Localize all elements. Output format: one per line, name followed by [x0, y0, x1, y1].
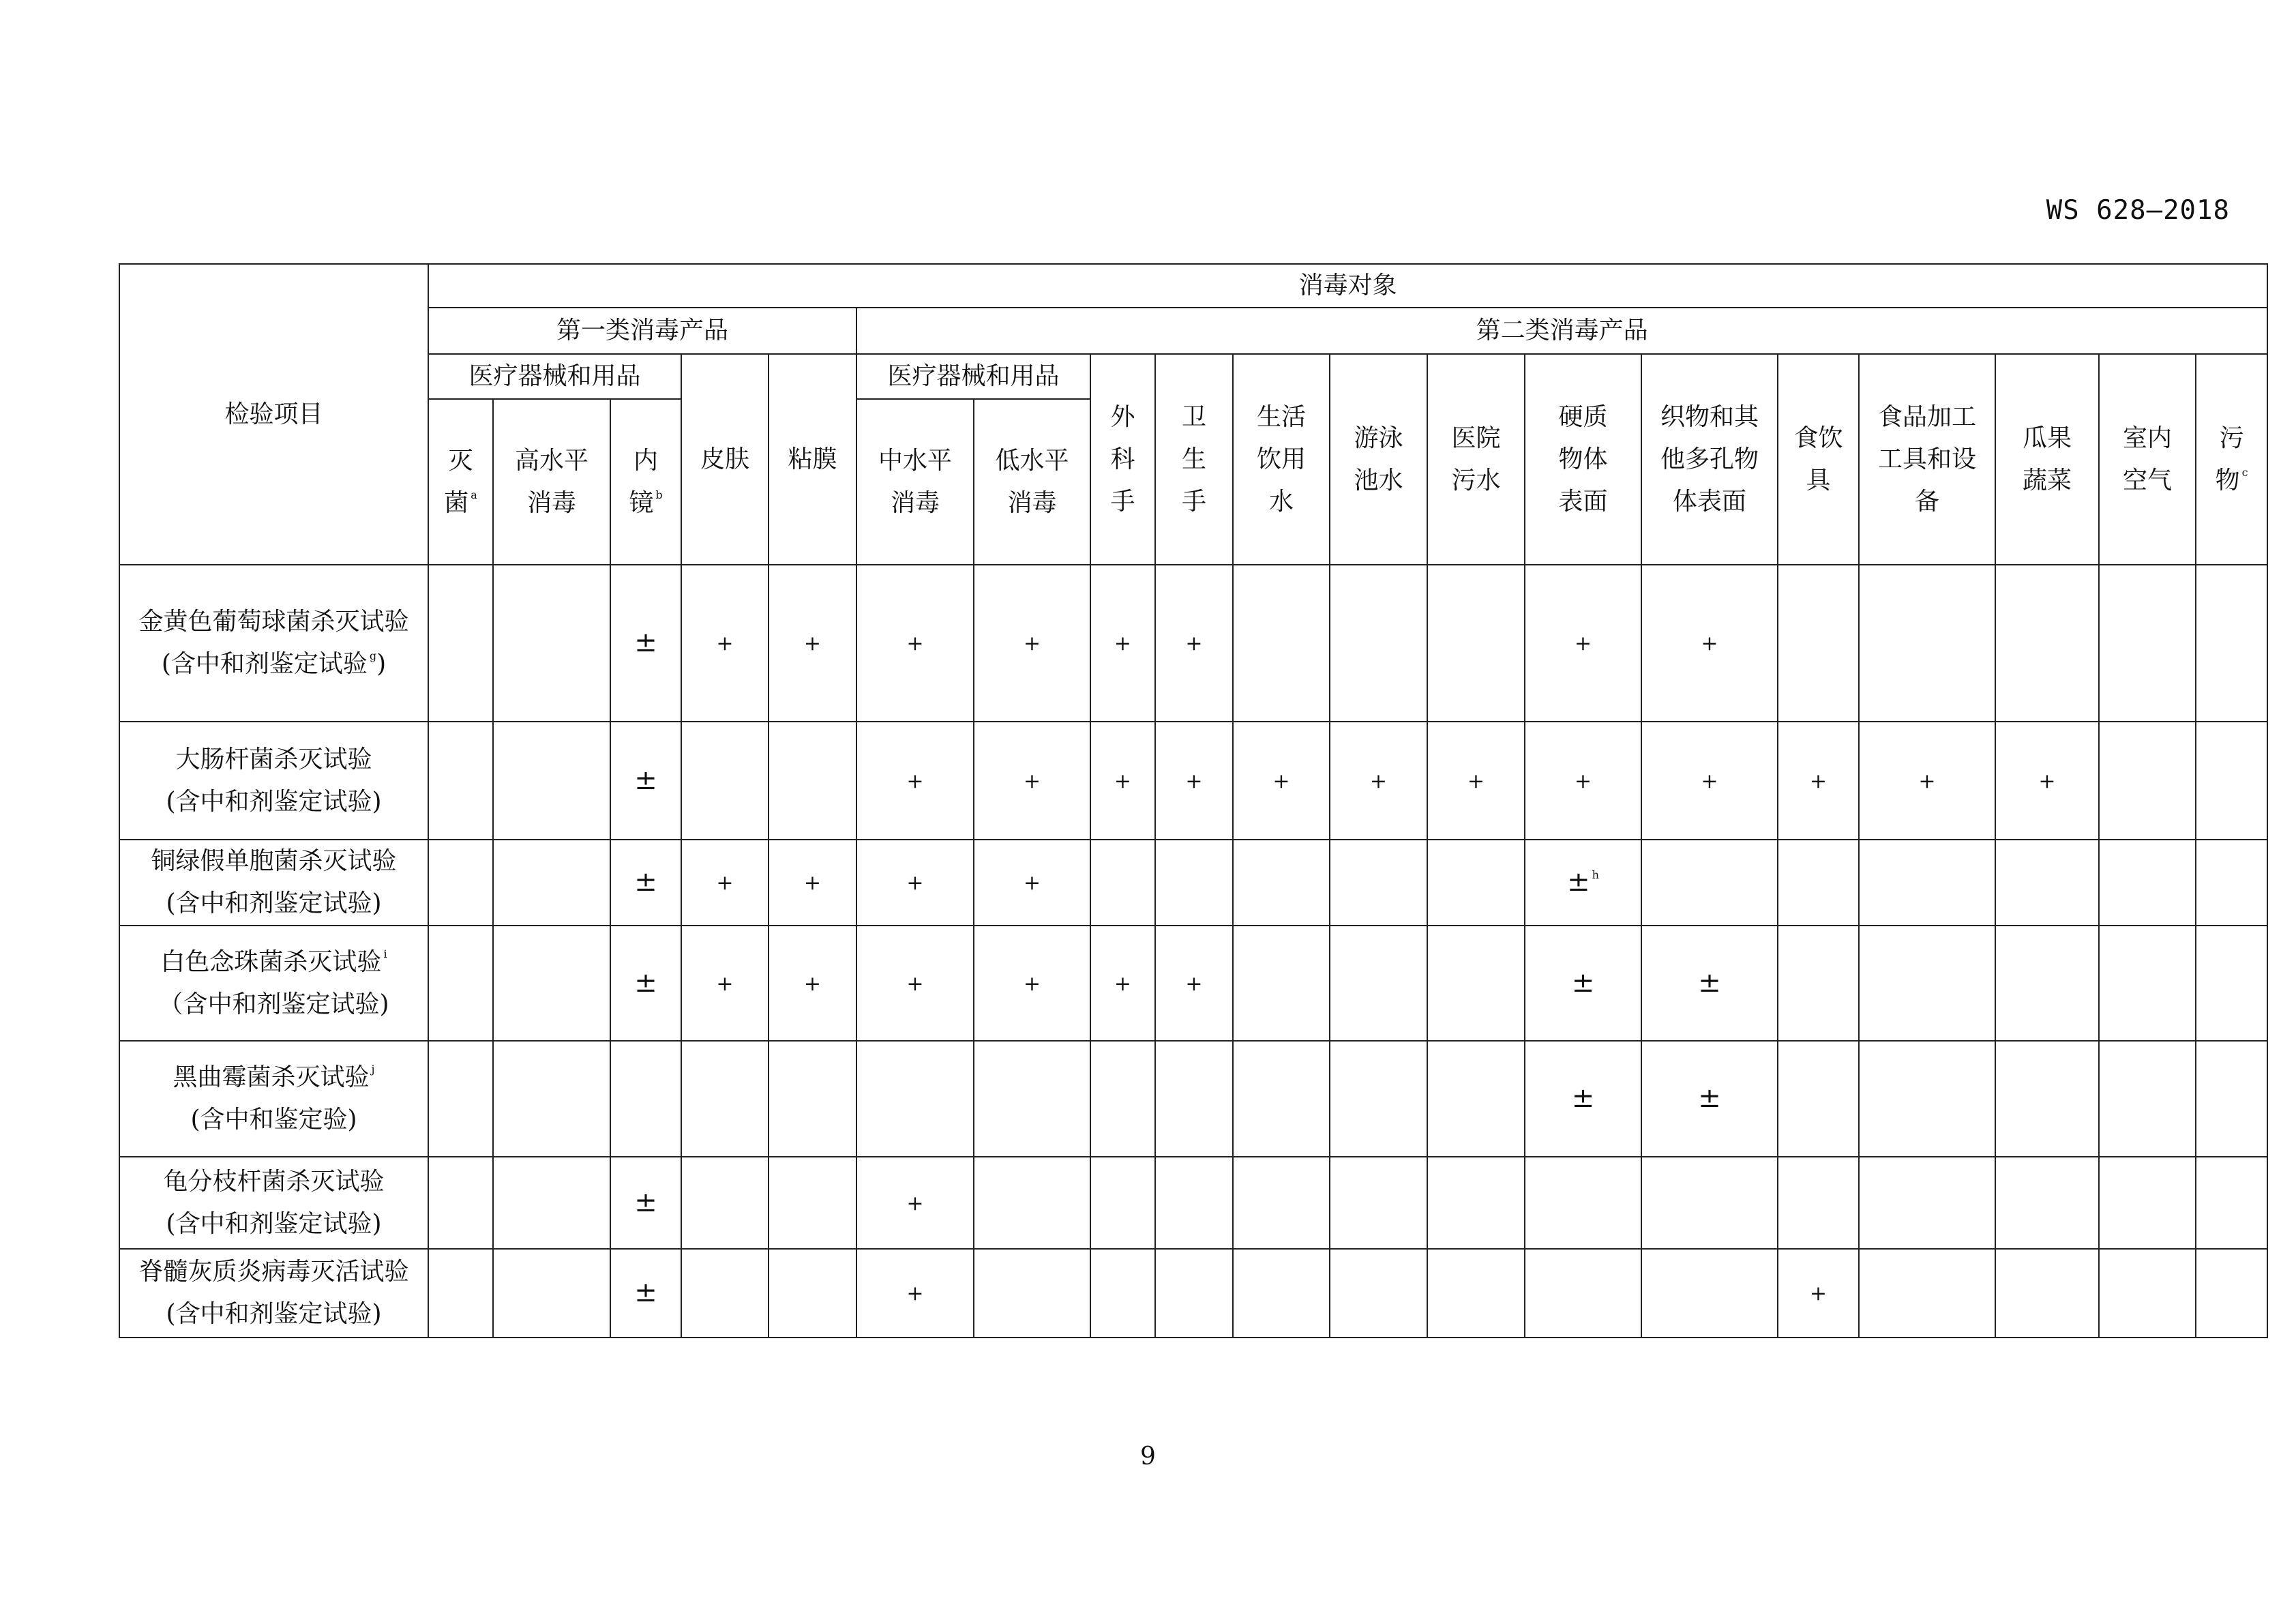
- table-cell: [1330, 1249, 1427, 1338]
- column-header: [769, 354, 856, 565]
- applicability-mark: +: [716, 632, 734, 655]
- table-row: [119, 1041, 2267, 1157]
- applicability-mark: +: [1185, 769, 1203, 793]
- table-cell: [856, 1157, 974, 1249]
- applicability-mark: +: [803, 871, 822, 895]
- column-header: [681, 354, 769, 565]
- column-header-line: 表面: [1558, 487, 1608, 516]
- footnote-marker: h: [1592, 868, 1599, 881]
- test-item-title: 脊髓灰质炎病毒灭活试验: [138, 1258, 409, 1286]
- column-header-line: 低水平: [995, 446, 1069, 475]
- table-cell: [428, 840, 493, 926]
- applicability-mark: ±: [634, 1277, 657, 1308]
- table-cell: [1090, 1041, 1155, 1157]
- table-cell: [428, 926, 493, 1041]
- column-header-line: 内: [633, 446, 658, 475]
- table-cell: [769, 565, 856, 722]
- test-item-name: [119, 1249, 428, 1338]
- column-header: [1995, 354, 2099, 565]
- test-item-subtitle-end: ): [376, 650, 387, 678]
- table-cell: [1859, 565, 1995, 722]
- table-cell: [610, 1041, 681, 1157]
- subgroup-header-2: 医疗器械和用品: [856, 354, 1090, 399]
- table-cell: [1233, 1249, 1330, 1338]
- applicability-mark: +: [1272, 769, 1290, 793]
- table-cell: [769, 1249, 856, 1338]
- applicability-mark: ±: [634, 866, 657, 898]
- column-header-line: 镜: [629, 488, 654, 517]
- applicability-mark: +: [2038, 769, 2056, 793]
- column-header-line: 备: [1914, 487, 1939, 516]
- table-cell: [1330, 926, 1427, 1041]
- table-cell: [1525, 1249, 1641, 1338]
- table-cell: [1427, 565, 1525, 722]
- table-cell: [2099, 565, 2196, 722]
- table-cell: [974, 565, 1090, 722]
- column-header-line: 高水平: [514, 446, 588, 475]
- table-cell: [1859, 1157, 1995, 1249]
- table-cell: [1525, 1041, 1641, 1157]
- table-row: [119, 840, 2267, 926]
- column-header-line: 工具和设: [1877, 445, 1976, 473]
- document-code: WS 628—2018: [2046, 195, 2230, 226]
- table-row: [119, 722, 2267, 840]
- table-cell: [2196, 722, 2267, 840]
- column-header: [2196, 354, 2267, 565]
- table-cell: [493, 565, 610, 722]
- table-cell: [974, 1041, 1090, 1157]
- column-header-line: 菌: [444, 488, 469, 517]
- test-item-name: [119, 565, 428, 722]
- table-cell: [2196, 840, 2267, 926]
- table-cell: [1427, 926, 1525, 1041]
- table-cell: [428, 1249, 493, 1338]
- applicability-mark: +: [906, 871, 924, 895]
- table-cell: [610, 1249, 681, 1338]
- table-cell: [974, 840, 1090, 926]
- table-cell: [1778, 926, 1859, 1041]
- table-cell: [1995, 722, 2099, 840]
- table-cell: [493, 1157, 610, 1249]
- table-cell: [1641, 1249, 1778, 1338]
- column-header: [1330, 354, 1427, 565]
- table-cell: [1090, 722, 1155, 840]
- table-cell: [1233, 565, 1330, 722]
- test-item-title: 大肠杆菌杀灭试验: [175, 745, 372, 773]
- table-cell: [1778, 1249, 1859, 1338]
- group-header-1: 第一类消毒产品: [428, 308, 856, 354]
- column-header-line: 游泳: [1354, 424, 1403, 452]
- table-cell: [1778, 1157, 1859, 1249]
- applicability-mark: ±: [1698, 966, 1721, 999]
- table-cell: [1427, 1041, 1525, 1157]
- applicability-mark: +: [1701, 632, 1718, 655]
- column-header-line: 科: [1110, 445, 1135, 473]
- table-cell: [856, 926, 974, 1041]
- footnote-marker: b: [655, 488, 663, 501]
- column-header: [1641, 354, 1778, 565]
- table-cell: [856, 1041, 974, 1157]
- test-item-title: 铜绿假单胞菌杀灭试验: [151, 847, 397, 875]
- table-cell: [1525, 565, 1641, 722]
- table-cell: [428, 1041, 493, 1157]
- table-cell: [2099, 840, 2196, 926]
- footnote-marker: g: [369, 649, 377, 662]
- table-cell: [610, 1157, 681, 1249]
- table-cell: [1427, 1249, 1525, 1338]
- applicability-mark: +: [1467, 769, 1485, 793]
- test-item-name: [119, 722, 428, 840]
- table-cell: [974, 1249, 1090, 1338]
- table-cell: [1330, 1041, 1427, 1157]
- table-cell: [1427, 1157, 1525, 1249]
- table-cell: [610, 926, 681, 1041]
- table-cell: [1155, 926, 1233, 1041]
- applicability-mark: ±: [634, 627, 657, 658]
- table-cell: [1525, 926, 1641, 1041]
- table-cell: [974, 1157, 1090, 1249]
- applicability-mark: +: [1023, 632, 1041, 655]
- table-cell: [856, 1249, 974, 1338]
- table-cell: [1090, 565, 1155, 722]
- column-header: [1155, 354, 1233, 565]
- table-cell: [2099, 722, 2196, 840]
- table-cell: [1641, 722, 1778, 840]
- top-header: 消毒对象: [428, 264, 2267, 308]
- column-header-line: 物: [2215, 466, 2240, 494]
- table-cell: [1233, 1041, 1330, 1157]
- page-number: 9: [1140, 1443, 1156, 1471]
- column-header-line: 卫: [1181, 402, 1206, 431]
- table-cell: [769, 1157, 856, 1249]
- table-cell: [1427, 840, 1525, 926]
- applicability-mark: +: [1114, 632, 1132, 655]
- column-header: [428, 399, 493, 565]
- column-header: [1859, 354, 1995, 565]
- table-cell: [1995, 926, 2099, 1041]
- table-cell: [2196, 1249, 2267, 1338]
- applicability-mark: +: [1918, 769, 1936, 793]
- applicability-mark: ±: [1571, 966, 1595, 999]
- test-item-title: 龟分枝杆菌杀灭试验: [163, 1167, 385, 1196]
- column-header-line: 消毒: [890, 488, 940, 517]
- column-header-line: 食饮: [1793, 424, 1843, 452]
- table-cell: [681, 926, 769, 1041]
- footnote-marker: i: [383, 947, 387, 960]
- table-cell: [1155, 1249, 1233, 1338]
- table-cell: [1995, 1249, 2099, 1338]
- test-item-name: [119, 840, 428, 926]
- table-cell: [1233, 1157, 1330, 1249]
- column-header: [1778, 354, 1859, 565]
- test-item-title: 金黄色葡萄球菌杀灭试验: [138, 608, 409, 636]
- table-cell: [493, 1249, 610, 1338]
- table-cell: [769, 840, 856, 926]
- applicability-mark: +: [803, 632, 822, 655]
- column-header: [856, 399, 974, 565]
- table-cell: [1525, 722, 1641, 840]
- table-cell: [1995, 1041, 2099, 1157]
- column-header-line: 生活: [1256, 402, 1306, 431]
- applicability-mark: +: [906, 1191, 924, 1215]
- column-header: [1233, 354, 1330, 565]
- table-cell: [1859, 840, 1995, 926]
- applicability-mark: +: [906, 1282, 924, 1305]
- applicability-mark: +: [1701, 769, 1718, 793]
- footnote-marker: j: [371, 1063, 375, 1076]
- column-header-line: 手: [1110, 487, 1135, 516]
- applicability-mark: +: [1369, 769, 1388, 793]
- row-header-label: 检验项目: [119, 264, 428, 565]
- table-cell: [1641, 1041, 1778, 1157]
- table-cell: [1778, 565, 1859, 722]
- table-cell: [493, 1041, 610, 1157]
- table-cell: [1995, 565, 2099, 722]
- table-cell: [2099, 1249, 2196, 1338]
- table-cell: [856, 722, 974, 840]
- table-row: [119, 565, 2267, 722]
- table-cell: [493, 926, 610, 1041]
- table-cell: [428, 722, 493, 840]
- table-cell: [1233, 722, 1330, 840]
- table-cell: [610, 565, 681, 722]
- column-header: [1525, 354, 1641, 565]
- table-cell: [2099, 926, 2196, 1041]
- table-cell: [1995, 840, 2099, 926]
- test-item-subtitle: (含中和鉴定验): [190, 1106, 357, 1134]
- column-header-line: 水: [1268, 487, 1294, 516]
- table-cell: [974, 926, 1090, 1041]
- table-cell: [1525, 840, 1641, 926]
- table-cell: [2196, 565, 2267, 722]
- table-row: [119, 926, 2267, 1041]
- test-item-name: [119, 1157, 428, 1249]
- table-cell: [1778, 1041, 1859, 1157]
- table-cell: [610, 840, 681, 926]
- table-cell: [1330, 722, 1427, 840]
- table-row: [119, 1157, 2267, 1249]
- applicability-mark: +: [906, 632, 924, 655]
- table-cell: [1641, 1157, 1778, 1249]
- applicability-mark: +: [716, 871, 734, 895]
- column-header-line: 灭: [448, 446, 473, 475]
- applicability-mark: +: [1023, 769, 1041, 793]
- applicability-mark: +: [716, 971, 734, 996]
- table-cell: [681, 1157, 769, 1249]
- column-header-line: 具: [1806, 466, 1831, 494]
- applicability-mark: +: [1114, 769, 1132, 793]
- table-cell: [856, 840, 974, 926]
- test-item-subtitle: (含中和剂鉴定试验): [166, 1209, 382, 1238]
- column-header-line: 蔬菜: [2022, 466, 2072, 494]
- applicability-mark: +: [1023, 971, 1041, 996]
- test-item-subtitle: (含中和剂鉴定试验): [166, 1300, 382, 1328]
- test-item-subtitle: (含中和剂鉴定试验): [166, 889, 382, 917]
- applicability-mark: +: [803, 971, 822, 996]
- table-cell: [1995, 1157, 2099, 1249]
- applicability-mark: ± $^h$: [1567, 866, 1599, 898]
- applicability-mark: +: [1185, 632, 1203, 655]
- table-cell: [1859, 722, 1995, 840]
- table-cell: [428, 1157, 493, 1249]
- table-cell: [1427, 722, 1525, 840]
- table-cell: [1090, 840, 1155, 926]
- test-item-subtitle: （含中和剂鉴定试验): [158, 990, 389, 1018]
- column-header-line: 皮肤: [700, 445, 749, 473]
- table-cell: [1641, 926, 1778, 1041]
- column-header-line: 粘膜: [788, 445, 837, 473]
- test-item-name: [119, 926, 428, 1041]
- table-cell: [1641, 565, 1778, 722]
- applicability-mark: +: [1809, 1282, 1828, 1305]
- table-cell: [1233, 840, 1330, 926]
- column-header: [610, 399, 681, 565]
- column-header: [1427, 354, 1525, 565]
- column-header-line: 生: [1181, 445, 1206, 473]
- table-cell: [769, 926, 856, 1041]
- table-cell: [856, 565, 974, 722]
- table-cell: [493, 722, 610, 840]
- test-item-subtitle: (含中和剂鉴定试验: [161, 650, 368, 678]
- column-header-line: 污水: [1451, 466, 1501, 494]
- column-header-line: 食品加工: [1877, 402, 1976, 431]
- applicability-mark: ±: [1571, 1082, 1595, 1114]
- applicability-mark: +: [906, 971, 924, 996]
- test-items-table: [119, 263, 2268, 1338]
- table-cell: [1778, 722, 1859, 840]
- applicability-mark: ±: [1698, 1082, 1721, 1114]
- applicability-mark: ±: [634, 966, 657, 999]
- table-cell: [1859, 1249, 1995, 1338]
- table-cell: [769, 722, 856, 840]
- test-item-title: 黑曲霉菌杀灭试验: [173, 1063, 370, 1091]
- table-cell: [610, 722, 681, 840]
- column-header-line: 空气: [2122, 466, 2172, 494]
- table-cell: [2196, 1041, 2267, 1157]
- table-cell: [1155, 722, 1233, 840]
- table-cell: [1641, 840, 1778, 926]
- footnote-marker: a: [471, 488, 477, 501]
- column-header-line: 织物和其: [1660, 402, 1759, 431]
- test-item-title: 白色念珠菌杀灭试验: [160, 947, 382, 976]
- column-header-line: 池水: [1354, 466, 1403, 494]
- table-cell: [1155, 840, 1233, 926]
- applicability-mark: +: [1023, 871, 1041, 895]
- column-header: [493, 399, 610, 565]
- applicability-mark: +: [1185, 971, 1203, 996]
- table-cell: [1330, 840, 1427, 926]
- group-header-2: 第二类消毒产品: [856, 308, 2267, 354]
- column-header-line: 饮用: [1256, 445, 1306, 473]
- table-cell: [1155, 1157, 1233, 1249]
- table-cell: [681, 722, 769, 840]
- table-cell: [1155, 565, 1233, 722]
- table-cell: [1233, 926, 1330, 1041]
- applicability-mark: ±: [634, 764, 657, 796]
- column-header-line: 消毒: [526, 488, 576, 517]
- column-header-line: 医院: [1451, 424, 1501, 452]
- column-header: [1090, 354, 1155, 565]
- table-cell: [1330, 1157, 1427, 1249]
- table-cell: [1778, 840, 1859, 926]
- table-cell: [1330, 565, 1427, 722]
- table-cell: [769, 1041, 856, 1157]
- column-header-line: 物体: [1558, 445, 1608, 473]
- table-cell: [681, 1249, 769, 1338]
- table-cell: [1859, 926, 1995, 1041]
- subgroup-header-1: 医疗器械和用品: [428, 354, 681, 399]
- table-cell: [1090, 926, 1155, 1041]
- column-header-line: 室内: [2122, 424, 2172, 452]
- column-header-line: 外: [1110, 402, 1135, 431]
- column-header-line: 中水平: [878, 446, 952, 475]
- table-cell: [2099, 1041, 2196, 1157]
- column-header-line: 污: [2219, 424, 2244, 452]
- table-cell: [428, 565, 493, 722]
- table-cell: [1090, 1249, 1155, 1338]
- table-cell: [2099, 1157, 2196, 1249]
- table-cell: [974, 722, 1090, 840]
- table-cell: [681, 565, 769, 722]
- footnote-marker: c: [2241, 465, 2248, 479]
- table-cell: [1090, 1157, 1155, 1249]
- column-header-line: 瓜果: [2022, 424, 2072, 452]
- column-header-line: 他多孔物: [1660, 445, 1759, 473]
- table-cell: [681, 1041, 769, 1157]
- column-header-line: 体表面: [1672, 487, 1746, 516]
- applicability-mark: +: [1574, 632, 1592, 655]
- table-cell: [1155, 1041, 1233, 1157]
- applicability-mark: +: [906, 769, 924, 793]
- table-cell: [2196, 1157, 2267, 1249]
- column-header-line: 消毒: [1007, 488, 1057, 517]
- column-header: [2099, 354, 2196, 565]
- applicability-mark: +: [1114, 971, 1132, 996]
- table-cell: [681, 840, 769, 926]
- applicability-mark: +: [1809, 769, 1828, 793]
- column-header: [974, 399, 1090, 565]
- applicability-mark: ±: [634, 1186, 657, 1218]
- column-header-line: 手: [1181, 487, 1206, 516]
- column-header-line: 硬质: [1558, 402, 1608, 431]
- table-cell: [2196, 926, 2267, 1041]
- test-item-subtitle: (含中和剂鉴定试验): [166, 787, 382, 816]
- table-row: [119, 1249, 2267, 1338]
- table-cell: [1859, 1041, 1995, 1157]
- table-cell: [1525, 1157, 1641, 1249]
- applicability-mark: +: [1574, 769, 1592, 793]
- table-cell: [493, 840, 610, 926]
- test-item-name: [119, 1041, 428, 1157]
